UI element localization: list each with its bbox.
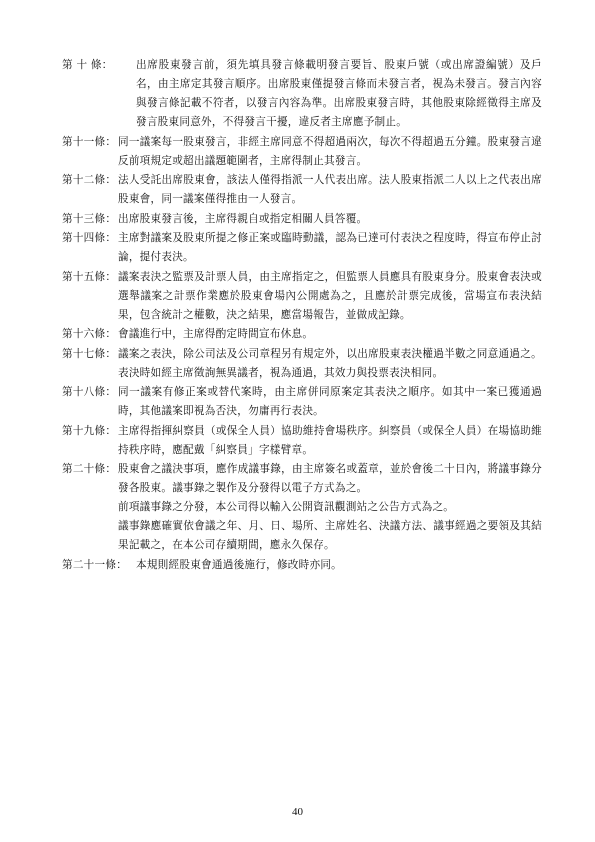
article-label: 第十四條： (62, 232, 117, 244)
article-15 (62, 268, 542, 325)
article-text (136, 556, 542, 575)
article-label: 第 十 條： (62, 59, 113, 71)
article-paragraph: 議事錄應確實依會議之年、月、日、場所、主席姓名、決議方法、議事經過之要領及其結果記載之，在本公司存續期間，應永久保存。 (118, 520, 542, 551)
article-label: 第十九條： (62, 424, 117, 437)
article-label: 第十一條： (62, 135, 117, 148)
article-paragraph: 本規則經股東會通過後施行，修改時亦同。 (136, 558, 343, 571)
article-label: 第二十條： (62, 463, 117, 475)
article-text (118, 229, 542, 267)
article-text (118, 460, 542, 555)
article-16 (62, 325, 542, 344)
article-paragraph: 出席股東發言後，主席得親自或指定相關人員答覆。 (118, 212, 368, 225)
article-paragraph: 前項議事錄之分發，本公司得以輸入公開資訊觀測站之公告方式為之。 (118, 501, 455, 513)
article-text (118, 422, 542, 460)
article-paragraph: 議案表決之監票及計票人員，由主席指定之，但監票人員應具有股東身分。股東會表決或選舉議案之計票作業應於股東會場內公開處為之，且應於計票完成後，當場宣布表決結果，包含統計之權數，決之結果，應當場報告，並做成記錄。 (118, 270, 542, 321)
article-text (118, 268, 542, 325)
article-text (118, 171, 542, 209)
article-paragraph: 法人受託出席股東會，該法人僅得指派一人代表出席。法人股東指派二人以上之代表出席股東會，同一議案僅得推由一人發言。 (118, 174, 542, 205)
article-10 (62, 56, 542, 132)
article-label: 第十六條： (62, 328, 117, 340)
article-label: 第十八條： (62, 386, 117, 398)
article-paragraph: 會議進行中，主席得酌定時間宣布休息。 (118, 328, 314, 340)
article-paragraph: 議案之表決，除公司法及公司章程另有規定外，以出席股東表決權過半數之同意通過之。表決時如經主席徵詢無異議者，視為通過，其效力與投票表決相同。 (118, 347, 542, 379)
article-text (118, 325, 542, 344)
article-label: 第十七條： (62, 347, 117, 360)
article-label: 第二十一條： (62, 558, 128, 571)
article-label: 第十三條： (62, 212, 117, 225)
article-paragraph: 同一議案每一股東發言，非經主席同意不得超過兩次，每次不得超過五分鐘。股東發言違反前項規定或超出議題範圍者，主席得制止其發言。 (118, 135, 542, 167)
page-number: 40 (292, 806, 303, 818)
article-label: 第十五條： (62, 270, 117, 283)
articles-list (62, 56, 542, 575)
article-label: 第十二條： (62, 174, 117, 186)
article-text (118, 345, 542, 383)
article-text (118, 210, 542, 229)
article-20 (62, 460, 542, 555)
article-11 (62, 133, 542, 171)
article-paragraph: 主席對議案及股東所提之修正案或臨時動議，認為已達可付表決之程度時，得宣布停止討論，提付表決。 (118, 232, 542, 263)
article-14 (62, 229, 542, 267)
article-21 (62, 556, 542, 575)
article-text (118, 133, 542, 171)
article-19 (62, 422, 542, 460)
article-paragraph: 股東會之議決事項，應作成議事錄，由主席簽名或蓋章，並於會後二十日內，將議事錄分發各股東。議事錄之製作及分發得以電子方式為之。 (118, 463, 542, 494)
article-18 (62, 383, 542, 421)
article-text (118, 383, 542, 421)
article-paragraph: 主席得指揮糾察員（或保全人員）協助維持會場秩序。糾察員（或保全人員）在場協助維持秩序時，應配戴「糾察員」字樣臂章。 (118, 424, 542, 456)
article-paragraph: 同一議案有修正案或替代案時，由主席併同原案定其表決之順序。如其中一案已獲通過時，其他議案即視為否決，勿庸再行表決。 (118, 386, 542, 417)
article-17 (62, 345, 542, 383)
article-12 (62, 171, 542, 209)
article-text (136, 56, 542, 132)
article-13 (62, 210, 542, 229)
article-paragraph: 出席股東發言前，須先填具發言條載明發言要旨、股東戶號（或出席證編號）及戶名，由主席定其發言順序。出席股東僅提發言條而未發言者，視為未發言。發言內容與發言條記載不符者，以發言內容為準。出席股東發言時，其他股東除經徵得主席及發言股東同意外，不得發言干擾，違反者主席應予制止。 (136, 59, 542, 128)
